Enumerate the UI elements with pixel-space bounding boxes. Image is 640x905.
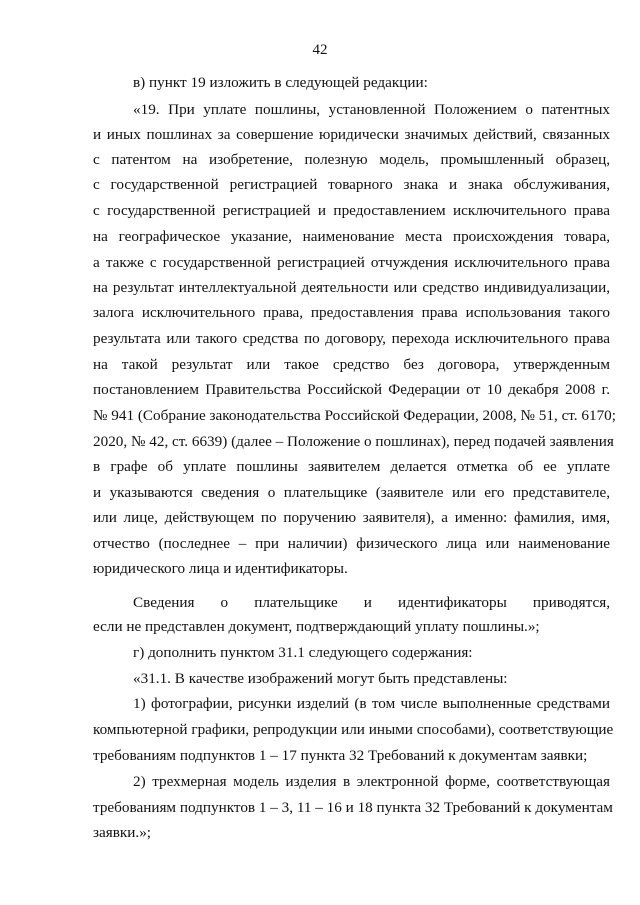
text-line: 2) трехмерная модель изделия в электронной форме, соответствующая bbox=[133, 773, 610, 790]
text-line: с патентом на изобретение, полезную модель, промышленный образец, bbox=[93, 151, 610, 168]
text-line: постановлением Правительства Российской Федерации от 10 декабря 2008 г. bbox=[93, 381, 610, 398]
text-line: результата или такого средства по договору, перехода исключительного права bbox=[93, 330, 610, 347]
text-line: г) дополнить пунктом 31.1 следующего содержания: bbox=[133, 644, 473, 661]
text-line: «31.1. В качестве изображений могут быть представлены: bbox=[133, 670, 508, 687]
text-line: требованиям подпунктов 1 – 17 пункта 32 Требований к документам заявки; bbox=[93, 747, 588, 764]
text-line: на такой результат или такое средство без договора, утвержденным bbox=[93, 356, 610, 373]
text-line: заявки.»; bbox=[93, 824, 152, 841]
text-line: на географическое указание, наименование места происхождения товара, bbox=[93, 228, 610, 245]
text-line: с государственной регистрацией товарного знака и знака обслуживания, bbox=[93, 176, 610, 193]
text-line: Сведения о плательщике и идентификаторы приводятся, bbox=[133, 594, 610, 611]
text-line: отчество (последнее – при наличии) физического лица или наименование bbox=[93, 535, 610, 552]
text-line: компьютерной графики, репродукции или иными способами), соответствующие bbox=[93, 721, 614, 738]
text-line: и указываются сведения о плательщике (заявителе или его представителе, bbox=[93, 484, 610, 501]
text-line: 1) фотографии, рисунки изделий (в том числе выполненные средствами bbox=[133, 695, 610, 712]
text-line: требованиям подпунктов 1 – 3, 11 – 16 и 18 пункта 32 Требований к документам bbox=[93, 799, 613, 816]
text-line: или лице, действующем по поручению заявителя), а именно: фамилия, имя, bbox=[93, 509, 610, 526]
text-line: залога исключительного права, предоставления права использования такого bbox=[93, 304, 610, 321]
text-line: в графе об уплате пошлины заявителем делается отметка об ее уплате bbox=[93, 458, 610, 475]
text-line: а также с государственной регистрацией отчуждения исключительного права bbox=[93, 254, 610, 271]
text-line: и иных пошлинах за совершение юридически значимых действий, связанных bbox=[93, 126, 610, 143]
text-line: если не представлен документ, подтверждающий уплату пошлины.»; bbox=[93, 618, 540, 635]
text-line: на результат интеллектуальной деятельности или средство индивидуализации, bbox=[93, 279, 610, 296]
text-line: 2020, № 42, ст. 6639) (далее – Положение о пошлинах), перед подачей заявления bbox=[93, 433, 614, 450]
text-line: с государственной регистрацией и предоставлением исключительного права bbox=[93, 202, 610, 219]
text-line: «19. При уплате пошлины, установленной Положением о патентных bbox=[133, 101, 610, 118]
text-line: юридического лица и идентификаторы. bbox=[93, 560, 348, 577]
text-line: № 941 (Собрание законодательства Российской Федерации, 2008, № 51, ст. 6170; bbox=[93, 407, 616, 424]
text-line: в) пункт 19 изложить в следующей редакции: bbox=[133, 74, 428, 91]
page-number: 42 bbox=[312, 42, 328, 58]
